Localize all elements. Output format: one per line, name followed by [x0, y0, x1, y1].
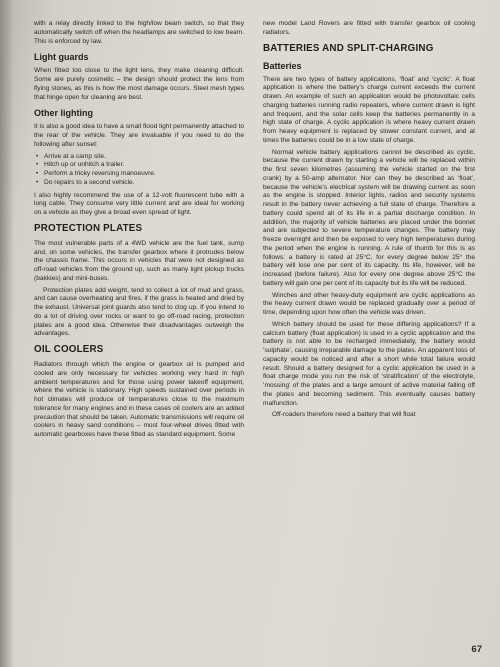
batteries-paragraph-4: Which battery should be used for these differing applications? If a calcium battery (float application) is used in a cyclic application and the battery is not able to be recharged immediately, the battery would ‘sulphate’, causing irreparable damage to the plates. An apparent loss of capacity would be noticed and after a short while total failure would result. Should a battery designed for a cyclic application be used in a float charge mode you run the risk of ‘stratification’ of the electrolyte, ‘mossing’ of the plates and a large amount of active material falling off the plates and becoming sediment. This eventually causes battery malfunction.	[263, 320, 475, 407]
list-item: • Arrive at a camp site.	[44, 153, 244, 162]
list-item: • Do repairs to a second vehicle.	[44, 179, 244, 188]
list-item: • Perform a tricky reversing manoeuvre.	[44, 170, 244, 179]
light-guards-paragraph: When fitted too close to the light lens, they make cleaning difficult. Some are purely cosmetic – the design should protect the lens from flying stones, as this is how the most damage occurs. Steel mesh types that hinge open for cleaning are best.	[34, 67, 244, 101]
batteries-paragraph-5: Off-roaders therefore need a battery that will float	[272, 411, 416, 419]
batteries-paragraph-3: Winches and other heavy-duty equipment are cyclic applications as the heavy current drawn would be replaced gradually over a period of time, depending upon how often the vehicle was driven.	[263, 291, 475, 316]
batteries-split-charging-heading: BATTERIES AND SPLIT-CHARGING	[263, 42, 434, 54]
other-lighting-heading: Other lighting	[34, 108, 93, 119]
batteries-heading: Batteries	[263, 60, 302, 71]
left-column	[34, 20, 244, 443]
left-intro-paragraph: with a relay directly linked to the high/low beam switch, so that they automatically switch off when the headlamps are switched to low beam. This is enforced by law.	[34, 20, 244, 45]
batteries-paragraph-2: Normal vehicle battery applications cannot be described as cyclic, because the current drawn by starting a vehicle will be replaced within the first seven kilometres (assuming the vehicle started on the first crank) by a 50-amp alternator. Nor can they be described as ‘float’, because the vehicle’s electrical system will be drawing current as soon as the engine is stopped. Interior lights, radios and security systems result in the battery never achieving a full state of charge. Therefore a battery could spend all of its life in a partial discharge condition. In addition, the majority of vehicle batteries are placed under the bonnet and are subjected to severe temperature changes. The battery may freeze overnight and then be exposed to very high temperatures during the period when the engine is running. A rule of thumb for this is as follows: a battery is rated at 25°C, for every degree below 25° the battery will lose one per cent of its capacity. Its life, however, will be increased (before failure). Also for every one degree above 25°C the battery will gain one per cent of its capacity but its life will be reduced.	[263, 148, 475, 287]
page-number: 67	[471, 644, 482, 655]
other-lighting-paragraph-1: It is also a good idea to have a small flood light permanently attached to the rear of the vehicle. They are invaluable if you need to do the following after sunset:	[34, 123, 244, 148]
right-intro-paragraph: new model Land Rovers are fitted with transfer gearbox oil cooling radiators.	[263, 20, 475, 36]
protection-plates-paragraph-2: Protection plates add weight, tend to collect a lot of mud and grass, and can cause overheating and fires, if the grass is heated and dried by the exhaust. Universal joint guards also tend to clog up. If you intend to do a lot of driving over rocks or want to go off-road racing, protection plates are a good idea. Otherwise their disadvantages outweigh the advantages.	[34, 286, 244, 338]
protection-plates-heading: PROTECTION PLATES	[34, 222, 143, 234]
oil-coolers-heading: OIL COOLERS	[34, 344, 104, 355]
other-lighting-list	[34, 153, 244, 188]
other-lighting-paragraph-2: I also highly recommend the use of a 12-volt fluorescent tube with a long cable. They consume very little current and are ideal for working on a vehicle as they give a broad even spread of light.	[34, 191, 244, 216]
batteries-paragraph-1: There are two types of battery applications, ‘float’ and ‘cyclic’. A float application is where the battery’s charge current exceeds the current drawn. An example of such an application would be photovoltaic cells charging batteries running radio repeaters, where current drawn is light and frequent, and the solar cells keep the batteries permanently in a high state of charge. A cyclic application is where heavy current drawn from heavy equipment is replaced by slower constant current, and at times the batteries could be in a low state of charge.	[263, 75, 475, 144]
right-column	[263, 20, 475, 423]
oil-coolers-paragraph: Radiators through which the engine or gearbox oil is pumped and cooled are only necessary for vehicles working very hard in high ambient temperatures and for those using power takeoff equipment, where the vehicle is stationary. High speeds sustained over periods in hot climates will produce oil temperatures close to the maximum tolerance for many engines and in these cases oil coolers are an added precaution that should be taken. Automatic transmissions will require oil coolers in heavy sand conditions – most four-wheel drives fitted with automatic gearboxes have these fitted as standard equipment. Some	[34, 361, 244, 438]
list-item: • Hitch up or unhitch a trailer.	[44, 161, 244, 170]
page-gutter-shadow	[0, 0, 14, 667]
protection-plates-paragraph-1: The most vulnerable parts of a 4WD vehicle are the fuel tank, sump and, on some vehicles, the transfer gearbox where it protrudes below the chassis frame. This occurs in vehicles that were not designed as off-road vehicles from the ground up, such as many light pickup trucks (bakkies) and mini-buses.	[34, 239, 244, 282]
light-guards-heading: Light guards	[34, 52, 89, 63]
